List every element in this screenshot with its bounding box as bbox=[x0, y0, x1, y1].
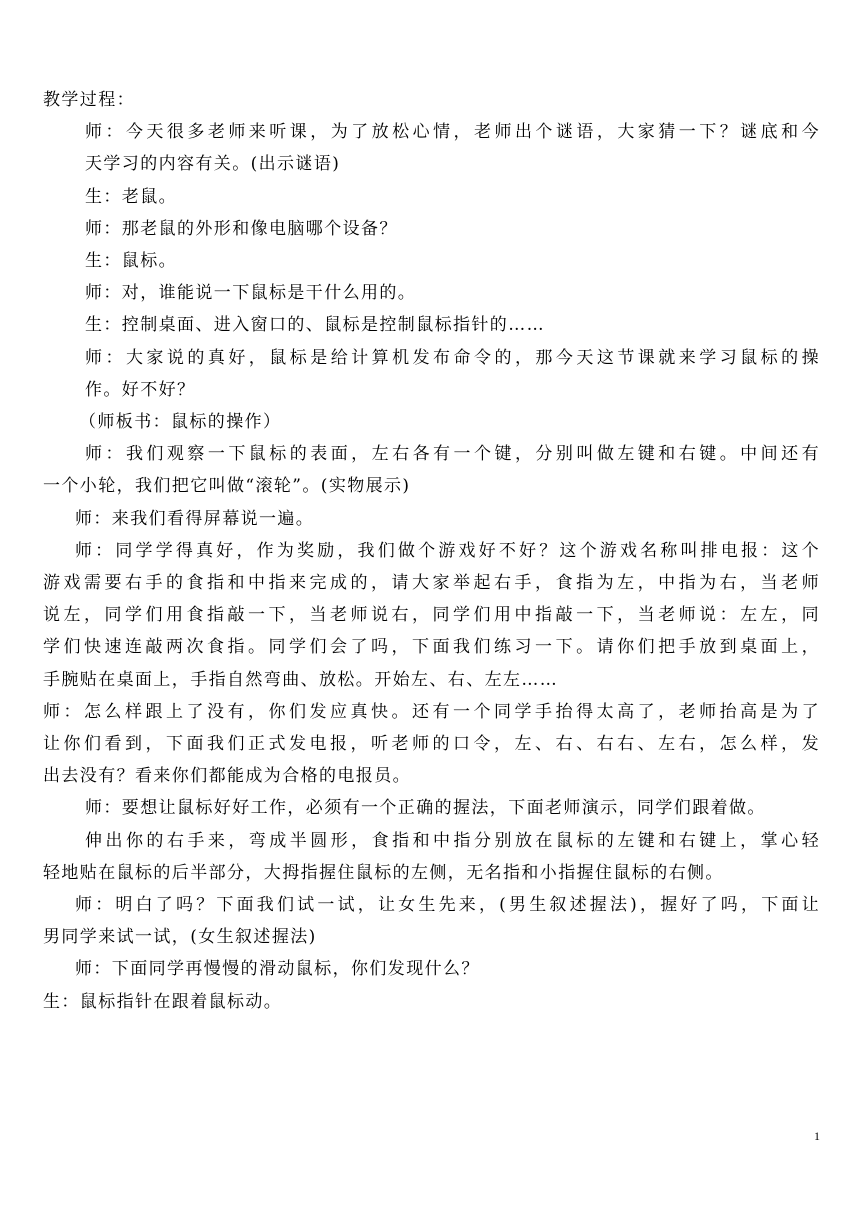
text-line: 师：明白了吗？下面我们试一试，让女生先来，(男生叙述握法)，握好了吗，下面让 bbox=[75, 895, 820, 916]
document-body bbox=[43, 84, 820, 1018]
text-line: 师：今天很多老师来听课，为了放松心情，老师出个谜语，大家猜一下？谜底和今 bbox=[85, 122, 820, 143]
page-number: 1 bbox=[814, 1129, 820, 1143]
text-line: 师：要想让鼠标好好工作，必须有一个正确的握法，下面老师演示，同学们跟着做。 bbox=[85, 798, 766, 819]
text-line: 生：鼠标指针在跟着鼠标动。 bbox=[43, 991, 283, 1012]
text-line: 师：我们观察一下鼠标的表面，左右各有一个键，分别叫做左键和右键。中间还有 bbox=[85, 444, 820, 465]
text-line: 让你们看到，下面我们正式发电报，听老师的口令，左、右、右右、左右，怎么样，发 bbox=[43, 734, 820, 755]
text-line: 学们快速连敲两次食指。同学们会了吗，下面我们练习一下。请你们把手放到桌面上， bbox=[43, 637, 820, 658]
text-line: 天学习的内容有关。(出示谜语) bbox=[85, 154, 341, 175]
text-line: 师：下面同学再慢慢的滑动鼠标，你们发现什么？ bbox=[75, 959, 480, 980]
text-line: （师板书：鼠标的操作） bbox=[79, 412, 282, 433]
text-line: 出去没有？看来你们都能成为合格的电报员。 bbox=[43, 766, 411, 787]
text-line: 伸出你的右手来，弯成半圆形，食指和中指分别放在鼠标的左键和右键上，掌心轻 bbox=[85, 830, 820, 851]
text-line: 一个小轮，我们把它叫做“滚轮”。(实物展示) bbox=[43, 476, 411, 497]
text-line: 生：鼠标。 bbox=[85, 251, 177, 272]
text-line: 手腕贴在桌面上，手指自然弯曲、放松。开始左、右、左左…… bbox=[43, 669, 559, 690]
section-heading: 教学过程： bbox=[43, 90, 135, 110]
text-line: 生：老鼠。 bbox=[85, 186, 177, 207]
text-line: 师：同学学得真好，作为奖励，我们做个游戏好不好？这个游戏名称叫排电报：这个 bbox=[75, 540, 820, 561]
text-line: 师：大家说的真好，鼠标是给计算机发布命令的，那今天这节课就来学习鼠标的操 bbox=[85, 347, 820, 368]
text-line: 说左，同学们用食指敲一下，当老师说右，同学们用中指敲一下，当老师说：左左，同 bbox=[43, 605, 820, 626]
text-line: 游戏需要右手的食指和中指来完成的，请大家举起右手，食指为左，中指为右，当老师 bbox=[43, 573, 820, 594]
text-line: 作。好不好？ bbox=[85, 379, 196, 400]
text-line: 师：来我们看得屏幕说一遍。 bbox=[75, 508, 315, 529]
text-line: 轻地贴在鼠标的后半部分，大拇指握住鼠标的左侧，无名指和小指握住鼠标的右侧。 bbox=[43, 862, 724, 883]
text-line: 师：对，谁能说一下鼠标是干什么用的。 bbox=[85, 283, 417, 304]
text-line: 男同学来试一试，(女生叙述握法) bbox=[43, 927, 317, 948]
text-line: 师：怎么样跟上了没有，你们发应真快。还有一个同学手抬得太高了，老师抬高是为了 bbox=[43, 701, 820, 722]
text-line: 师：那老鼠的外形和像电脑哪个设备？ bbox=[85, 218, 398, 239]
text-line: 生：控制桌面、进入窗口的、鼠标是控制鼠标指针的…… bbox=[85, 315, 545, 336]
